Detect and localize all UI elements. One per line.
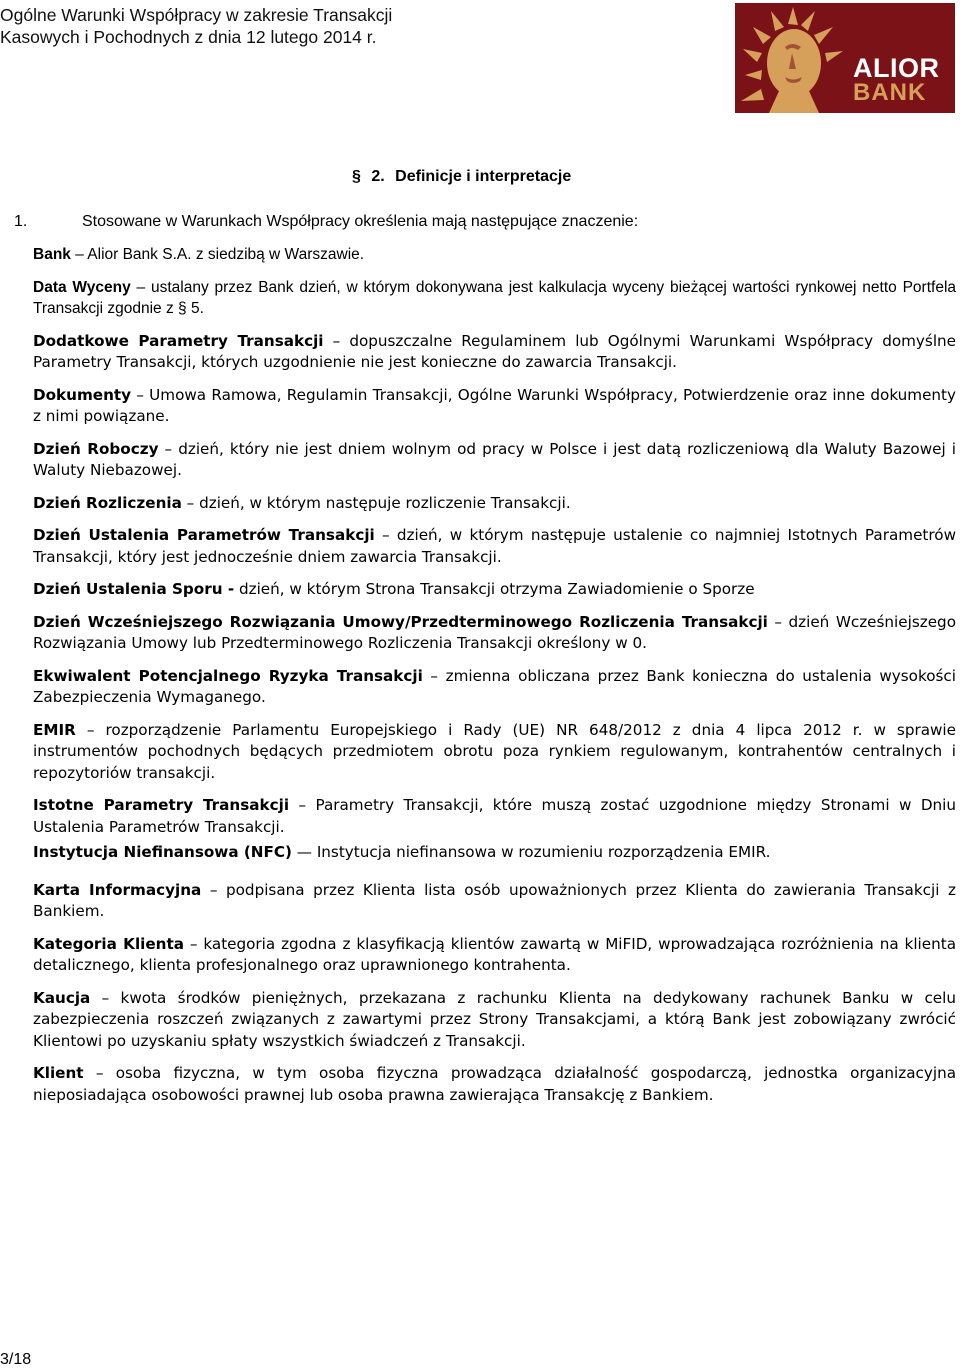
definition-term: Karta Informacyjna <box>33 880 202 899</box>
definition-term: EMIR <box>33 720 76 739</box>
definition-term: Dzień Ustalenia Parametrów Transakcji <box>33 526 375 544</box>
definition-item <box>33 842 956 864</box>
definition-item <box>33 934 956 977</box>
definition-item <box>33 493 956 515</box>
definition-item <box>33 331 956 374</box>
logo-word-bank: BANK <box>853 79 927 106</box>
definition-item <box>33 244 956 266</box>
definition-item <box>33 385 956 428</box>
definition-text: – osoba fizyczna, w tym osoba fizyczna prowadząca działalność gospodarczą, jednostka organizacyjna nieposiadająca osobowości prawnej lub osoba prawna zawierająca Transakcję z Bankiem. <box>33 1064 956 1104</box>
definition-item <box>33 795 956 838</box>
alior-bank-logo <box>735 3 955 113</box>
definition-term: Bank <box>33 246 71 263</box>
definition-term: Dzień Rozliczenia <box>33 493 182 512</box>
section-number: 2. <box>371 168 385 185</box>
definition-text: – dzień Wcześniejszego Rozwiązania Umowy lub Przedterminowego Rozliczenia Transakcji określony w 0. <box>33 612 956 652</box>
definition-text: – dzień, w którym następuje rozliczenie Transakcji. <box>181 493 571 512</box>
definition-term: Dodatkowe Parametry Transakcji <box>33 331 324 350</box>
definition-item <box>33 880 956 923</box>
definition-text: – rozporządzenie Parlamentu Europejskiego i Rady (UE) NR 648/2012 z dnia 4 lipca 2012 r. w sprawie instrumentów pochodnych będących przedmiotem obrotu poza rynkiem regulowanym, kontrahentów centralnych i repozytoriów transakcji. <box>33 720 956 782</box>
definition-item <box>33 612 956 655</box>
definition-term: Kategoria Klienta <box>33 934 184 953</box>
definition-item <box>33 988 956 1053</box>
definition-term: Instytucja Niefinansowa (NFC) <box>33 843 292 861</box>
definition-text: – Umowa Ramowa, Regulamin Transakcji, Ogólne Warunki Współpracy, Potwierdzenie oraz inne dokumenty z nimi powiązane. <box>33 385 956 425</box>
section-symbol: § <box>352 168 361 185</box>
definition-text: – kategoria zgodna z klasyfikacją klientów zawartą w MiFID, wprowadzająca rozróżnienia na klienta detalicznego, klienta profesjonalnego oraz uprawnionego kontrahenta. <box>33 934 956 974</box>
intro-paragraph <box>14 211 638 233</box>
definition-term: Kaucja <box>33 988 91 1007</box>
definition-text: – dopuszczalne Regulaminem lub Ogólnymi Warunkami Współpracy domyślne Parametry Transakcji, których uzgodnienie nie jest konieczne do zawarcia Transakcji. <box>33 331 957 371</box>
definition-item <box>33 525 956 568</box>
intro-number: 1. <box>14 213 28 230</box>
definitions-list <box>33 244 956 1106</box>
definition-text: – Parametry Transakcji, które muszą zostać uzgodnione między Stronami w Dniu Ustalenia Parametrów Transakcji. <box>33 796 956 836</box>
definition-item <box>33 720 956 785</box>
definition-text: – Alior Bank S.A. z siedzibą w Warszawie. <box>70 246 365 263</box>
definition-term: Dzień Roboczy <box>33 439 159 458</box>
definition-text: – dzień, w którym następuje ustalenie co najmniej Istotnych Parametrów Transakcji, który jest jednocześnie dniem zawarcia Transakcji. <box>33 526 956 566</box>
definition-term: Dzień Ustalenia Sporu - <box>33 580 235 598</box>
definition-term: Data Wyceny <box>33 278 131 296</box>
definition-item <box>33 666 956 709</box>
definition-term: Istotne Parametry Transakcji <box>33 796 290 814</box>
header-title-line-1: Ogólne Warunki Współpracy w zakresie Transakcji <box>0 5 393 25</box>
definition-text: – kwota środków pieniężnych, przekazana z rachunku Klienta na dedykowany rachunek Banku w celu zabezpieczenia roszczeń związanych z zawartymi przez Strony Transakcjami, a którą Bank jest zobowiązany zwrócić Klientowi po uzyskaniu spłaty wszystkich świadczeń z Transakcji. <box>33 988 956 1050</box>
section-heading <box>352 166 577 188</box>
page-number: 3/18 <box>0 1351 32 1368</box>
definition-text: dzień, w którym Strona Transakcji otrzyma Zawiadomienie o Sporze <box>234 580 755 598</box>
definition-text: – podpisana przez Klienta lista osób upoważnionych przez Klienta do zawierania Transakcji z Bankiem. <box>33 880 956 920</box>
definition-text: — Instytucja niefinansowa w rozumieniu rozporządzenia EMIR. <box>291 843 771 861</box>
definition-item <box>33 1063 956 1106</box>
definition-text: – zmienna obliczana przez Bank konieczna do ustalenia wysokości Zabezpieczenia Wymaganego. <box>33 666 956 706</box>
header-title-line-2: Kasowych i Pochodnych z dnia 12 lutego 2014 r. <box>0 27 377 47</box>
document-header <box>0 4 392 48</box>
definition-term: Klient <box>33 1064 84 1082</box>
definition-text: – ustalany przez Bank dzień, w którym dokonywana jest kalkulacja wyceny bieżącej wartości rynkowej netto Portfela Transakcji zgodnie z § 5. <box>33 278 957 317</box>
intro-text: Stosowane w Warunkach Współpracy określenia mają następujące znaczenie: <box>82 213 639 230</box>
definition-item <box>33 277 956 320</box>
definition-item <box>33 439 956 482</box>
definition-item <box>33 579 956 601</box>
definition-term: Ekwiwalent Potencjalnego Ryzyka Transakcji <box>33 666 423 685</box>
section-title: Definicje i interpretacje <box>395 168 572 185</box>
definition-term: Dokumenty <box>33 385 132 404</box>
definition-text: – dzień, który nie jest dniem wolnym od pracy w Polsce i jest datą rozliczeniową dla Waluty Bazowej i Waluty Niebazowej. <box>33 439 957 479</box>
definition-term: Dzień Wcześniejszego Rozwiązania Umowy/Przedterminowego Rozliczenia Transakcji <box>33 612 768 631</box>
logo-word-alior: ALIOR <box>853 53 940 83</box>
